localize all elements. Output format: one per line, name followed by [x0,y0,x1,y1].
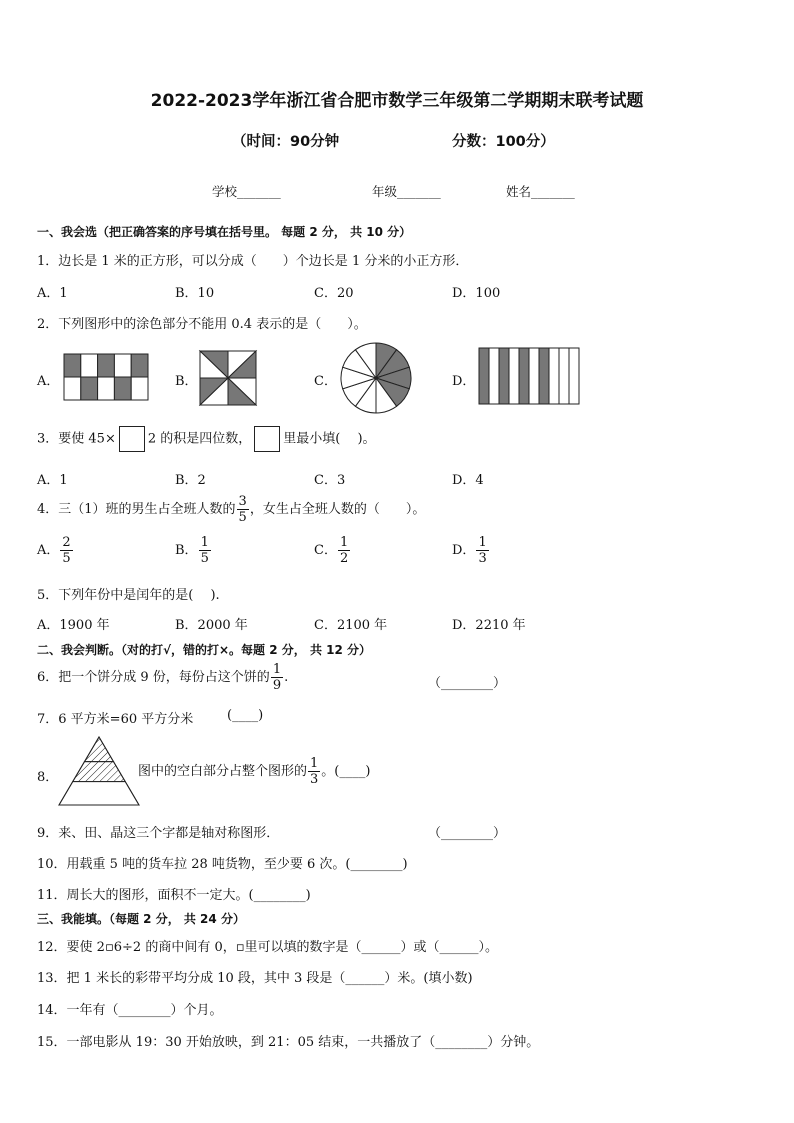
question-6 [37,662,288,693]
school-field[interactable]: 学校_______ [212,184,281,199]
q4-option-c [314,535,351,566]
question-8 [138,756,370,787]
question-13: 13．把 1 米长的彩带平均分成 10 段，其中 3 段是（______）米。(填小数) [37,971,473,986]
q4-option-b-num: 1 [200,535,209,550]
q4-option-d-num: 1 [478,535,487,550]
q4-option-a-num: 2 [62,535,71,550]
q3-option-d: D．4 [452,473,484,488]
q3-option-b: B．2 [175,473,206,488]
q1-option-c: C．20 [314,286,354,301]
question-3 [37,426,376,452]
question-10: 10．用载重 5 吨的货车拉 28 吨货物，至少要 6 次。(________) [37,857,408,872]
question-4 [37,494,425,525]
q6-text-before: 6．把一个饼分成 9 份，每份占这个饼的 [37,670,270,685]
q3-option-c: C．3 [314,473,346,488]
q2-label-a: A． [37,374,60,389]
q8-text-after: 。(____) [321,764,371,779]
q4-option-a-label: A． [37,543,60,558]
q2-figure-c [340,342,412,414]
q3-text-before: 3．要使 45× [37,431,116,447]
question-1: 1．边长是 1 米的正方形，可以分成（ ）个边长是 1 分米的小正方形． [37,254,469,269]
q2-label-d: D． [452,374,476,389]
q4-option-b-den: 5 [200,551,209,566]
q1-option-b: B．10 [175,286,215,301]
q4-option-b [175,535,212,566]
q4-option-a [37,535,74,566]
q4-option-c-den: 2 [339,551,349,566]
q6-answer-blank[interactable]: （________） [428,676,507,691]
section-2-title: 二、我会判断。（对的打√，错的打×。每题 2 分， 共 12 分） [37,643,371,657]
q8-text-before: 图中的空白部分占整个图形的 [138,764,308,779]
question-11: 11．周长大的图形，面积不一定大。(________) [37,888,311,903]
q3-text-after: 里最小填( )。 [283,431,376,447]
q6-fraction-numerator: 1 [272,662,282,677]
q2-figure-d [479,348,579,404]
q4-option-b-label: B． [175,543,198,558]
q4-option-d-label: D． [452,543,476,558]
q2-figure-b [200,351,256,405]
q4-option-d [452,535,490,566]
q2-label-b: B． [175,374,198,389]
q6-fraction-denominator: 9 [272,678,282,693]
section-1-title: 一、我会选（把正确答案的序号填在括号里。 每题 2 分， 共 10 分） [37,225,412,239]
question-9: 9．来、田、晶这三个字都是轴对称图形． [37,826,280,841]
question-14: 14．一年有（________）个月。 [37,1003,223,1018]
name-field[interactable]: 姓名_______ [506,184,575,199]
q3-blank-box-1[interactable] [119,426,145,452]
q2-label-c: C． [314,374,337,389]
question-5: 5．下列年份中是闰年的是( ). [37,588,220,603]
q4-option-c-num: 1 [339,535,349,550]
q5-option-a: A．1900 年 [37,618,110,633]
grade-field[interactable]: 年级_______ [372,184,441,199]
q8-label: 8． [37,770,59,785]
q4-option-a-den: 5 [62,551,71,566]
exam-title: 2022-2023学年浙江省合肥市数学三年级第二学期期末联考试题 [150,91,644,111]
q8-fraction-denominator: 3 [310,772,319,787]
question-15: 15．一部电影从 19：30 开始放映，到 21：05 结束，一共播放了（________）分钟。 [37,1035,540,1050]
q4-fraction-denominator: 5 [238,510,247,525]
q4-fraction [237,494,249,525]
q8-fraction [308,756,320,787]
q3-text-mid: 2 的积是四位数， [147,431,252,447]
q3-option-a: A．1 [37,473,68,488]
question-7: 7．6 平方米=60 平方分米 [37,712,194,727]
q9-answer-blank[interactable]: （________） [428,826,507,841]
question-2: 2．下列图形中的涂色部分不能用 0.4 表示的是（ ）。 [37,317,367,332]
question-12: 12．要使 2▫6÷2 的商中间有 0，▫里可以填的数字是（______）或（______）。 [37,940,499,955]
q2-figure-a [64,354,148,400]
q1-option-d: D．100 [452,286,501,301]
q6-fraction [271,662,283,693]
q4-text-after: ，女生占全班人数的（ ）。 [249,502,426,517]
q5-option-d: D．2210 年 [452,618,526,633]
q8-fraction-numerator: 1 [310,756,319,771]
q7-answer-blank[interactable]: (____) [227,708,264,723]
section-3-title: 三、我能填。（每题 2 分， 共 24 分） [37,912,245,926]
q1-option-a: A．1 [37,286,68,301]
q6-text-after: . [284,670,289,685]
q3-blank-box-2[interactable] [254,426,280,452]
q4-option-d-den: 3 [478,551,487,566]
q5-option-c: C．2100 年 [314,618,388,633]
exam-time: （时间：90分钟 [232,134,340,150]
q8-triangle-figure [59,737,139,805]
exam-score: 分数：100分） [452,134,555,150]
q4-text-before: 4．三（1）班的男生占全班人数的 [37,502,236,517]
q4-option-c-label: C． [314,543,337,558]
q4-fraction-numerator: 3 [238,494,247,509]
q5-option-b: B．2000 年 [175,618,248,633]
